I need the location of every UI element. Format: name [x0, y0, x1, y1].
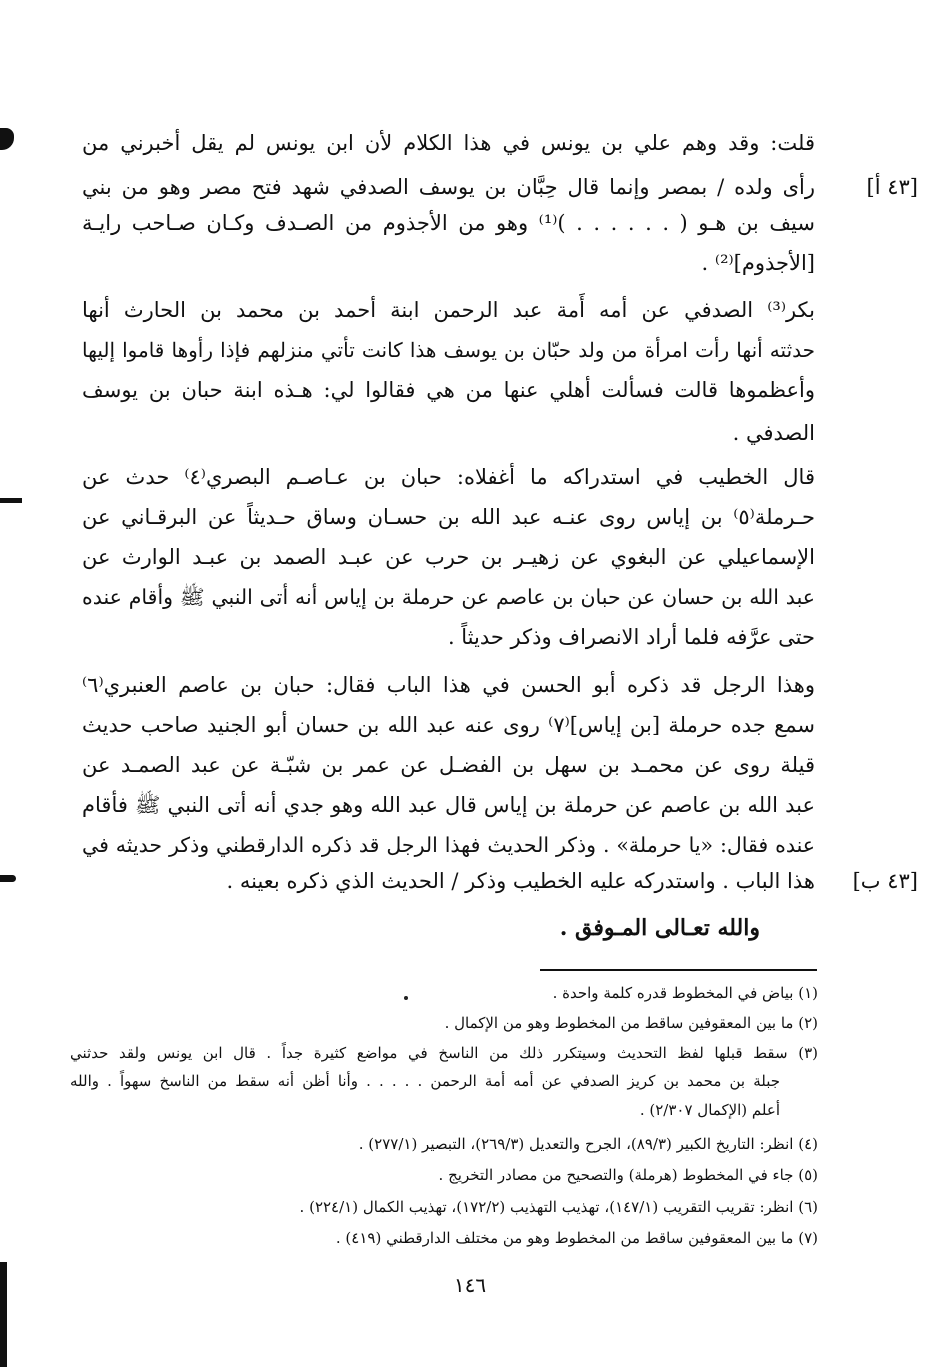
- body-line: عنده فقال: «يا حرملة» . وذكر الحديث فهذا الرجل قد ذكره الدارقطني وذكر حديثه في: [82, 833, 815, 857]
- body-line: عبد الله بن حسان عن حبان بن عاصم عن حرملة بن إياس أنه أتى النبي ﷺ وأقام عنده: [82, 585, 815, 609]
- body-line: هذا الباب . واستدركه عليه الخطيب وذكر / الحديث الذي ذكره بعينه .: [226, 869, 815, 893]
- body-line: رأى ولده / بمصر وإنما قال حِبَّان بن يوسف الصدفي شهد فتح مصر وهو من بني: [82, 175, 815, 199]
- footnote: (٤) انظر: التاريخ الكبير (٨٩/٣)، الجرح والتعديل (٢٦٩/٣)، التبصير (٢٧٧/١) .: [358, 1135, 818, 1153]
- body-line: عبد الله بن عاصم عن حرملة بن إياس قال عبد الله وهو جدي أنه أتى النبي ﷺ فأقام: [82, 793, 815, 817]
- body-line: وهذا الرجل قد ذكره أبو الحسن في هذا الباب فقال: حبان بن عاصم العنبري⁽٦⁾: [82, 673, 815, 697]
- footnote: (٥) جاء في المخطوط (هرملة) والتصحيح من مصادر التخريج .: [438, 1166, 818, 1184]
- body-line: قيلة روى عن محمـد بن سهل بن الفضـل عن عمر بن شبّـة عن عبد الصمـد عن: [82, 753, 815, 777]
- footnote: (١) بياض في المخطوط قدره كلمة واحدة .: [552, 984, 818, 1002]
- body-line: بكر⁽³⁾ الصدفي عن أمه أَمة عبد الرحمن ابنة أحمد بن محمد بن الحارث أنها: [82, 298, 815, 322]
- body-line: [الأجذوم]⁽²⁾ .: [701, 251, 815, 275]
- footnote: (٦) انظر: تقريب التقريب (١٤٧/١)، تهذيب التهذيب (١٧٢/٢)، تهذيب الكمال (٢٢٤/١) .: [299, 1198, 818, 1216]
- body-line: حتى عرَّفه فلما أراد الانصراف وذكر حديثاً .: [447, 625, 815, 649]
- margin-folio-note: [٤٣ أ]: [866, 175, 918, 199]
- footnote-divider: [540, 969, 817, 971]
- body-line: قلت: وقد وهم علي بن يونس في هذا الكلام لأن ابن يونس لم يقل أخبرني من: [82, 131, 815, 155]
- closing-formula: والله تعـالى المـوفق .: [559, 915, 760, 941]
- footnote: (٢) ما بين المعقوفين ساقط من المخطوط وهو من الإكمال .: [444, 1014, 818, 1032]
- body-line: حدثته أنها رأت امرأة من ولد حبّان بن يوسف هذا كانت تأتي منزلهم فإذا رأوها قاموا إليها: [82, 338, 815, 362]
- footnote-continuation: جبلة بن محمد بن كريز الصدفي عن أمه أمة الرحمن . . . . . وأنا أظن أنه سقط من الناسخ سهواً . والله: [70, 1072, 780, 1090]
- body-line: الإسماعيلي عن البغوي عن زهيـر بن حرب عن عبـد الصمد بن عبـد الوارث عن: [82, 545, 815, 569]
- footnote: (٧) ما بين المعقوفين ساقط من المخطوط وهو من مختلف الدارقطني (٤١٩) .: [335, 1229, 818, 1247]
- scan-edge-mark: [0, 875, 16, 882]
- ink-speck: [404, 996, 408, 1000]
- margin-folio-note: [٤٣ ب]: [852, 869, 918, 893]
- body-line: سيف بن هـو ( . . . . . . )⁽¹⁾ وهو من الأجذوم من الصـدف وكـان صـاحب رايـة: [82, 211, 815, 235]
- scan-edge-mark: [0, 498, 22, 503]
- scan-edge-mark: [0, 128, 14, 150]
- body-line: قال الخطيب في استدراكه ما أغفلاه: حبان بن عـاصـم البصري⁽٤⁾ حدث عن: [82, 465, 815, 489]
- page-number: ١٤٦: [453, 1273, 487, 1297]
- footnote-continuation: أعلم (الإكمال ٢/٣٠٧) .: [639, 1101, 780, 1119]
- body-line: الصدفي .: [732, 421, 815, 445]
- footnote: (٣) سقط قبلها لفظ التحديث وسيتكرر ذلك من الناسخ في مواضع كثيرة جداً . قال ابن يونس ولقد حدثني: [70, 1044, 818, 1062]
- body-line: حـرملة⁽٥⁾ بن إياس روى عنـه عبد الله بن حسـان وساق حـديثاً عن البرقـاني عن: [82, 505, 815, 529]
- body-line: وأعظموها قالت فسألت أهلي عنها من هي فقالوا لي: هـذه ابنة حبان بن يوسف: [82, 378, 815, 402]
- body-line: سمع جده حرملة [بن إياس]⁽٧⁾ روى عنه عبد الله بن حسان أبو الجنيد صاحب حديث: [82, 713, 815, 737]
